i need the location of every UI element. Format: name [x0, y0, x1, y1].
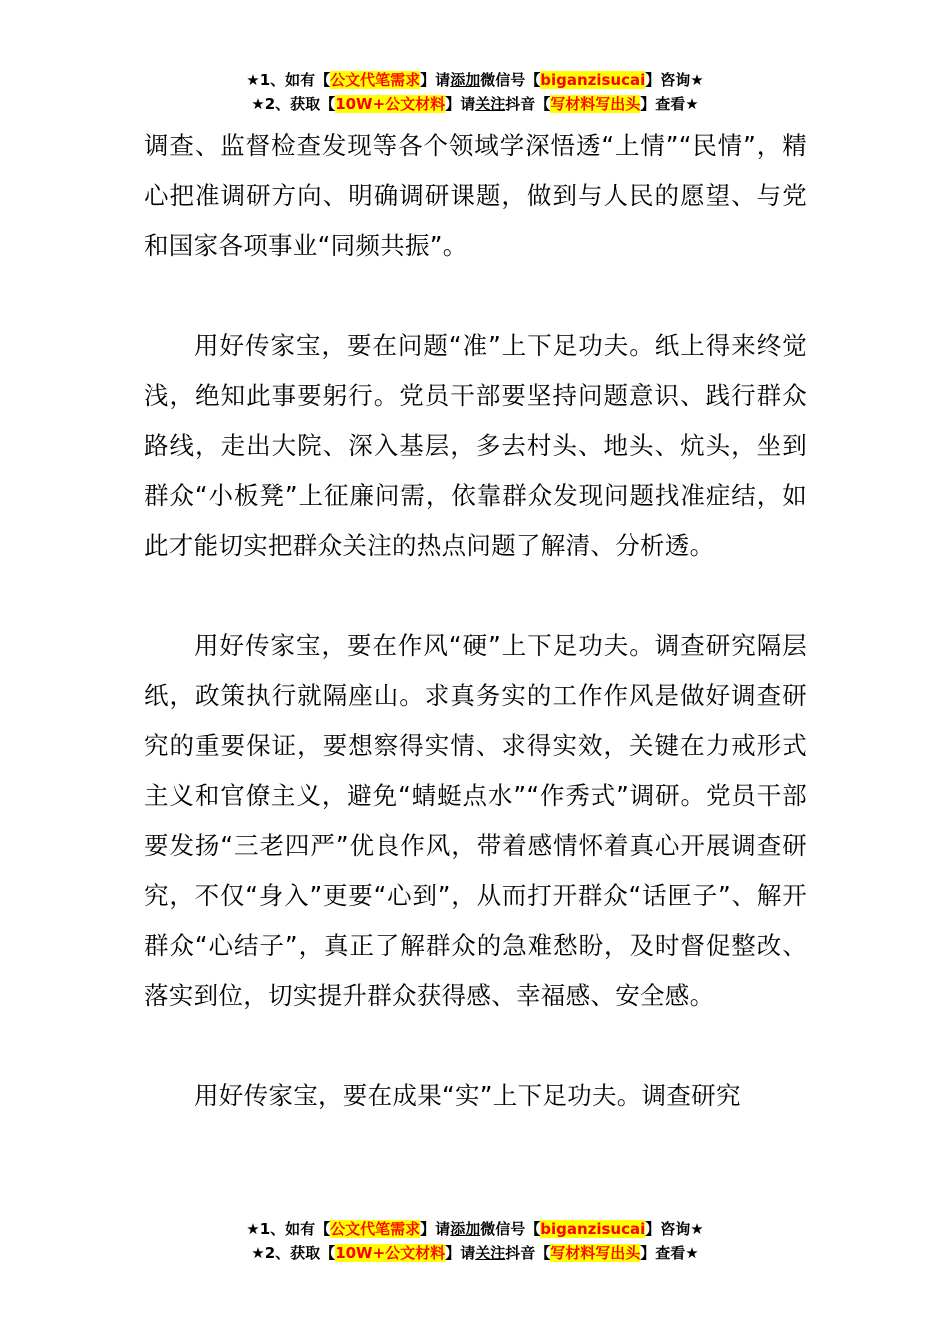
paragraph-continuation: 调查、监督检查发现等各个领域学深悟透“上情”“民情”，精心把准调研方向、明确调研课题，做到与人民的愿望、与党和国家各项事业“同频共振”。	[144, 131, 807, 260]
document-body	[144, 121, 807, 1121]
header-banner	[0, 68, 950, 116]
highlight-wechat-id: biganzisucai	[540, 1220, 646, 1238]
banner-line-1: ★1、如有【公文代笔需求】请添加微信号【biganzisucai】咨询★	[246, 1220, 704, 1238]
banner-line-2: ★2、获取【10W+公文材料】请关注抖音【写材料写出头】查看★	[251, 1244, 699, 1262]
highlight-service: 公文代笔需求	[330, 1220, 421, 1238]
banner-line-1: ★1、如有【公文代笔需求】请添加微信号【biganzisucai】咨询★	[246, 71, 704, 89]
paragraph-style: 用好传家宝，要在作风“硬”上下足功夫。调查研究隔层纸，政策执行就隔座山。求真务实的工作作风是做好调查研究的重要保证，要想察得实情、求得实效，关键在力戒形式主义和官僚主义，避免“蜻蜓点水”“作秀式”调研。党员干部要发扬“三老四严”优良作风，带着感情怀着真心开展调查研究，不仅“身入”更要“心到”，从而打开群众“话匣子”、解开群众“心结子”，真正了解群众的急难愁盼，及时督促整改、落实到位，切实提升群众获得感、幸福感、安全感。	[144, 631, 807, 1010]
highlight-materials: 10W+公文材料	[335, 95, 446, 113]
paragraph-problem: 用好传家宝，要在问题“准”上下足功夫。纸上得来终觉浅，绝知此事要躬行。党员干部要坚持问题意识、践行群众路线，走出大院、深入基层，多去村头、地头、炕头，坐到群众“小板凳”上征廉问需，依靠群众发现问题找准症结，如此才能切实把群众关注的热点问题了解清、分析透。	[144, 331, 807, 560]
highlight-douyin-account: 写材料写出头	[550, 95, 641, 113]
highlight-wechat-id: biganzisucai	[540, 71, 646, 89]
highlight-douyin-account: 写材料写出头	[550, 1244, 641, 1262]
paragraph-results: 用好传家宝，要在成果“实”上下足功夫。调查研究	[194, 1081, 741, 1110]
footer-banner	[0, 1217, 950, 1265]
banner-line-2: ★2、获取【10W+公文材料】请关注抖音【写材料写出头】查看★	[251, 95, 699, 113]
highlight-materials: 10W+公文材料	[335, 1244, 446, 1262]
highlight-service: 公文代笔需求	[330, 71, 421, 89]
